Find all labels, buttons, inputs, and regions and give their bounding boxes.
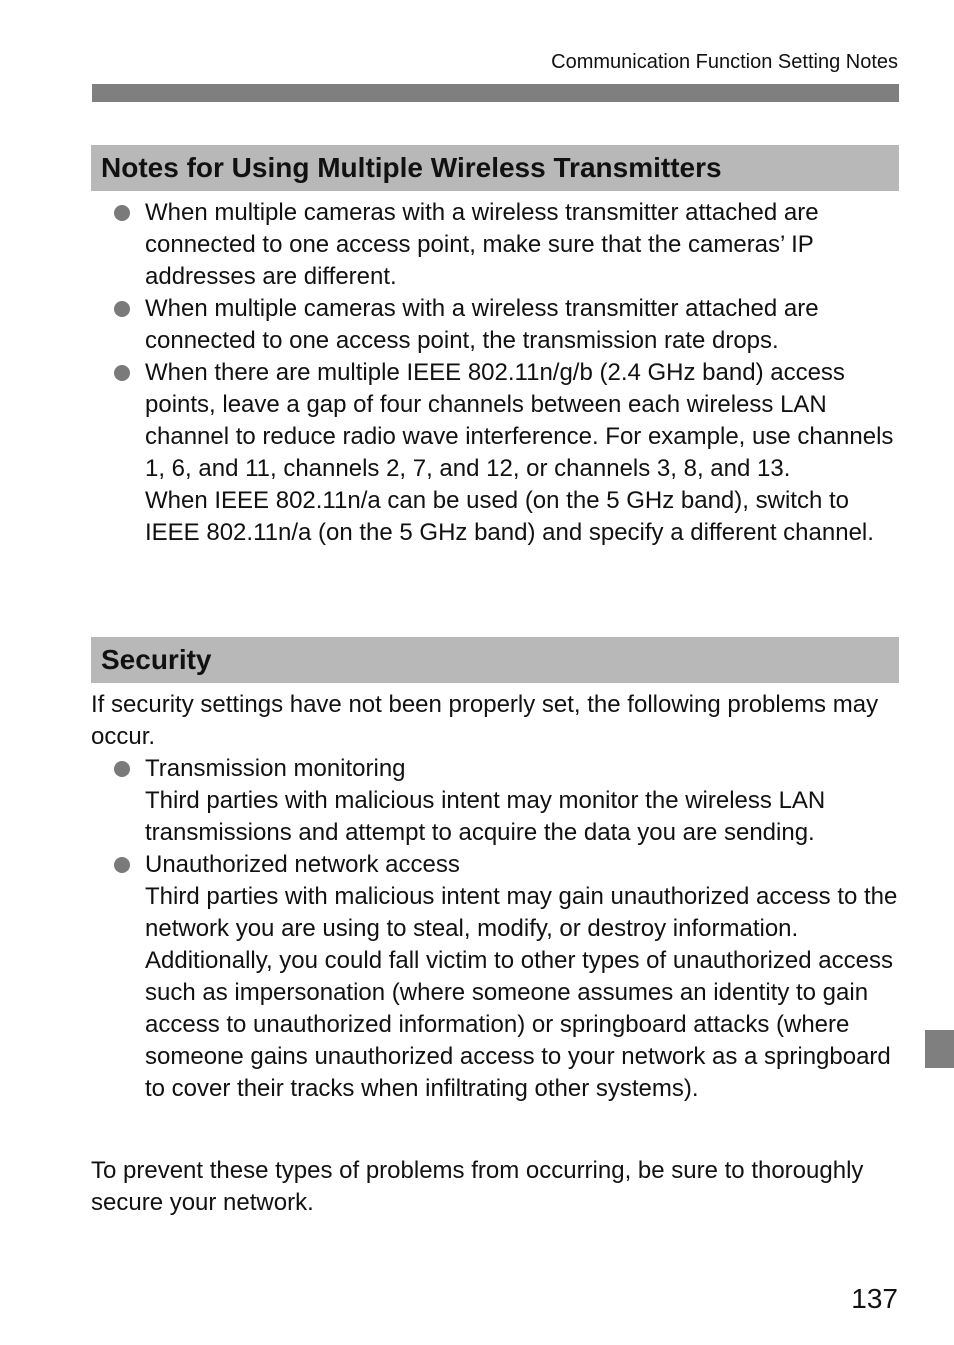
- list-item: [91, 753, 899, 849]
- section-heading-security: Security: [91, 637, 899, 683]
- bullet-icon: [114, 365, 130, 381]
- running-header-title: Communication Function Setting Notes: [551, 51, 898, 73]
- bullet-icon: [114, 301, 130, 317]
- bullet-title: Transmission monitoring: [145, 755, 406, 782]
- list-item: [91, 849, 899, 1105]
- security-problems-list: [91, 753, 899, 1105]
- chapter-side-tab: [925, 1030, 954, 1068]
- bullet-text: Third parties with malicious intent may monitor the wireless LAN transmissions and attempt to acquire the data you are sending.: [145, 787, 826, 846]
- list-item: [91, 197, 899, 293]
- bullet-icon: [114, 761, 130, 777]
- bullet-text: When multiple cameras with a wireless transmitter attached are connected to one access point, make sure that the cameras’ IP addresses are different.: [145, 199, 819, 290]
- security-closing: To prevent these types of problems from occurring, be sure to thoroughly secure your network.: [91, 1157, 864, 1216]
- bullet-extra-text: When IEEE 802.11n/a can be used (on the 5 GHz band), switch to IEEE 802.11n/a (on the 5 GHz band) and specify a different channel.: [145, 487, 874, 546]
- bullet-text: When multiple cameras with a wireless transmitter attached are connected to one access point, the transmission rate drops.: [145, 295, 819, 354]
- bullet-text: Third parties with malicious intent may gain unauthorized access to the network you are using to steal, modify, or destroy information. Additionally, you could fall victim to other types of unauthorized access such as impersonation (where someone assumes an identity to gain access to unauthorized information) or springboard attacks (where someone gains unauthorized access to your network as a springboard to cover their tracks when infiltrating other systems).: [145, 883, 898, 1102]
- page-number: 137: [851, 1283, 898, 1314]
- wireless-notes-list: [91, 197, 899, 549]
- bullet-title: Unauthorized network access: [145, 851, 460, 878]
- list-item: [91, 357, 899, 549]
- header-divider-bar: [92, 84, 899, 102]
- section-heading-wireless: Notes for Using Multiple Wireless Transmitters: [91, 145, 899, 191]
- security-intro: If security settings have not been properly set, the following problems may occur.: [91, 691, 879, 750]
- list-item: [91, 293, 899, 357]
- bullet-icon: [114, 205, 130, 221]
- bullet-text: When there are multiple IEEE 802.11n/g/b (2.4 GHz band) access points, leave a gap of four channels between each wireless LAN channel to reduce radio wave interference. For example, use channels 1, 6, and 11, channels 2, 7, and 12, or channels 3, 8, and 13.: [145, 359, 894, 482]
- bullet-icon: [114, 857, 130, 873]
